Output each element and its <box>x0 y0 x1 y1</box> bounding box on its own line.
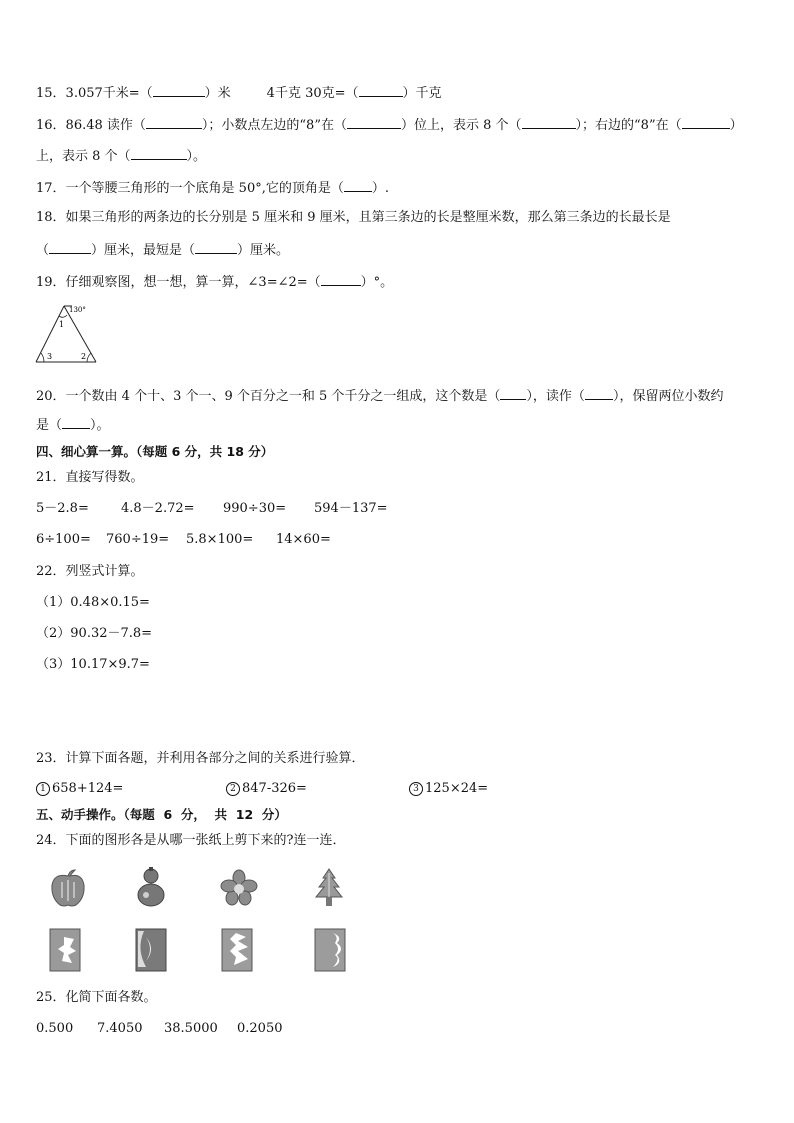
answer-blank[interactable] <box>585 387 613 400</box>
angle-label: 130° <box>69 306 86 314</box>
question-20-line2: 是（ ）。 <box>36 418 110 433</box>
question-20-line1: 20．一个数由 4 个十、3 个一、9 个百分之一和 5 个千分之一组成，这个数是（ ），读作（ ），保留两位小数约 <box>36 389 724 404</box>
number-item: 38.5000 <box>164 1021 218 1036</box>
calc-item: 594－137= <box>314 501 388 516</box>
calc-item: 990÷30= <box>223 501 287 516</box>
vertical-calc-item: （2）90.32－7.8= <box>36 626 153 641</box>
question-18-line2: （ ）厘米，最短是（ ）厘米。 <box>36 243 290 258</box>
number-item: 0.2050 <box>237 1021 283 1036</box>
answer-blank[interactable] <box>347 116 401 129</box>
answer-blank[interactable] <box>153 84 205 97</box>
answer-blank[interactable] <box>131 147 187 160</box>
section-4-heading: 四、细心算一算。（每题 6 分，共 18 分） <box>36 444 274 459</box>
question-16-line1: 16．86.48 读作（ ）；小数点左边的“8”在（ ）位上，表示 8 个（ ）；右边的“8”在（ ） <box>36 118 743 133</box>
answer-blank[interactable] <box>522 116 576 129</box>
gourd-shape-icon <box>134 866 168 908</box>
answer-blank[interactable] <box>49 241 91 254</box>
question-23-title: 23．计算下面各题，并利用各部分之间的关系进行验算． <box>36 751 365 766</box>
cut-paper-1-icon <box>48 927 82 973</box>
tree-shape-icon <box>313 867 345 909</box>
question-17: 17．一个等腰三角形的一个底角是 50°,它的顶角是（ ）. <box>36 181 389 196</box>
number-item: 7.4050 <box>97 1021 143 1036</box>
question-16-line2: 上，表示 8 个（ ）。 <box>36 149 207 164</box>
answer-blank[interactable] <box>682 116 730 129</box>
question-19: 19．仔细观察图，想一想，算一算，∠3=∠2=（ ）°。 <box>36 275 394 290</box>
calc-item: 4.8－2.72= <box>121 501 195 516</box>
cut-paper-4-icon <box>313 927 347 973</box>
answer-blank[interactable] <box>321 273 361 286</box>
calc-item: 5.8×100= <box>186 532 254 547</box>
flower-shape-icon <box>220 869 258 907</box>
answer-blank[interactable] <box>344 179 372 192</box>
question-15: 15．3.057千米=（ ）米 4千克 30克=（ ）千克 <box>36 86 442 101</box>
answer-blank[interactable] <box>146 116 202 129</box>
question-25-title: 25．化简下面各数。 <box>36 990 157 1005</box>
calc-item: 760÷19= <box>106 532 170 547</box>
question-21-title: 21．直接写得数。 <box>36 470 144 485</box>
calc-item: 14×60= <box>276 532 331 547</box>
check-item: 1 658+124= <box>36 781 123 797</box>
answer-blank[interactable] <box>359 84 403 97</box>
answer-blank[interactable] <box>500 387 526 400</box>
answer-blank[interactable] <box>195 241 237 254</box>
section-5-heading: 五、动手操作。（每题 6 分， 共 12 分） <box>36 807 287 822</box>
angle-3-label: 3 <box>47 352 53 361</box>
angle-2-label: 2 <box>81 352 87 361</box>
vertical-calc-item: （1）0.48×0.15= <box>36 595 150 610</box>
question-24-title: 24．下面的图形各是从哪一张纸上剪下来的?连一连． <box>36 833 346 848</box>
answer-blank[interactable] <box>62 416 90 429</box>
apple-shape-icon <box>48 868 88 908</box>
question-22-title: 22．列竖式计算。 <box>36 564 144 579</box>
number-item: 0.500 <box>36 1021 74 1036</box>
calc-item: 6÷100= <box>36 532 91 547</box>
cut-paper-2-icon <box>134 927 168 973</box>
cut-paper-3-icon <box>220 927 254 973</box>
triangle-figure <box>34 302 98 366</box>
question-18-line1: 18．如果三角形的两条边的长分别是 5 厘米和 9 厘米，且第三条边的长是整厘米数，那么第三条边的长最长是 <box>36 210 671 225</box>
check-item: 3 125×24= <box>409 781 488 797</box>
vertical-calc-item: （3）10.17×9.7= <box>36 657 150 672</box>
check-item: 2 847-326= <box>226 781 307 797</box>
calc-item: 5－2.8= <box>36 501 89 516</box>
angle-1-label: 1 <box>59 320 65 329</box>
